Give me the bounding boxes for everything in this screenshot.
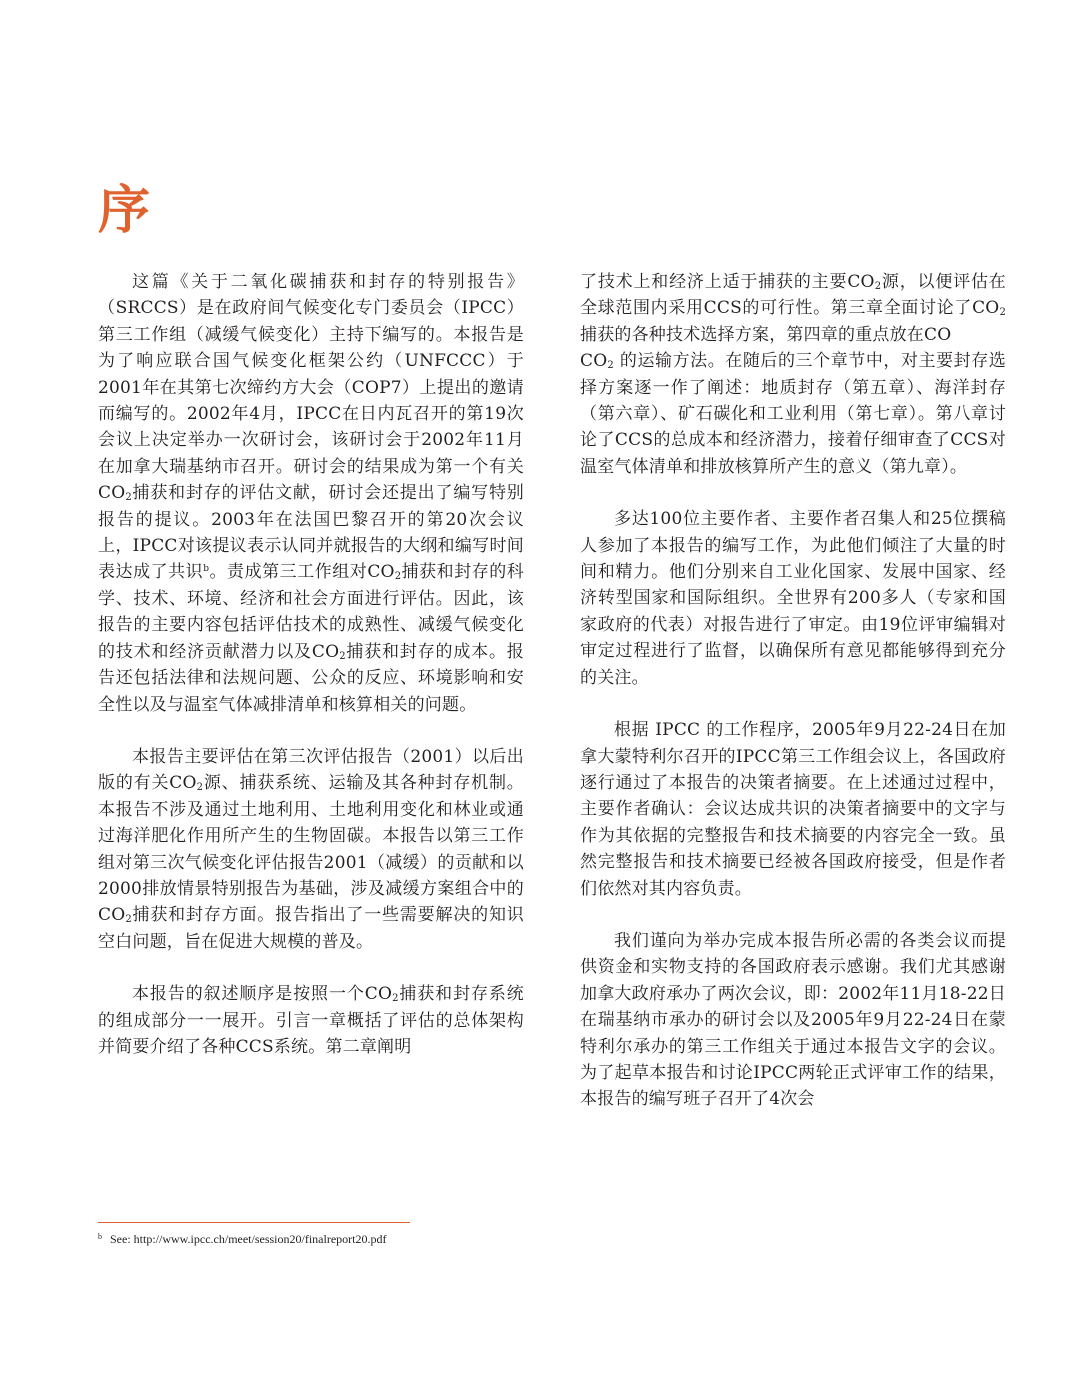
footnote-divider: [98, 1222, 410, 1223]
left-column: [98, 269, 524, 1086]
footnote: [98, 1232, 387, 1247]
paragraph-1: 这篇《关于二氧化碳捕获和封存的特别报告》（SRCCS）是在政府间气候变化专门委员会（IPCC）第三工作组（减缓气候变化）主持下编写的。本报告是为了响应联合国气候变化框架公约（UNFCCC）于2001年在其第七次缔约方大会（COP7）上提出的邀请而编写的。2002年4月，IPCC在日内瓦召开的第19次会议上决定举办一次研讨会，该研讨会于2002年11月在加拿大瑞基纳市召开。研讨会的结果成为第一个有关$CO_2$捕获和封存的评估文献，研讨会还提出了编写特别报告的提议。2003年在法国巴黎召开的第20次会议上，IPCC对该提议表示认同并就报告的大纲和编写时间表达成了共识$^b$。责成第三工作组对$CO_2$捕获和封存的科学、技术、环境、经济和社会方面进行评估。因此，该报告的主要内容包括评估技术的成熟性、减缓气候变化的技术和经济贡献潜力以及$CO_2$捕获和封存的成本。报告还包括法律和法规问题、公众的反应、环境影响和安全性以及与温室气体减排清单和核算相关的问题。: [98, 272, 525, 715]
paragraph-2: 本报告主要评估在第三次评估报告（2001）以后出版的有关$CO_2$源、捕获系统、运输及其各种封存机制。本报告不涉及通过土地利用、土地利用变化和林业或通过海洋肥化作用所产生的生物固碳。本报告以第三工作组对第三次气候变化评估报告2001（减缓）的贡献和以2000排放情景特别报告为基础，涉及减缓方案组合中的$CO_2$捕获和封存方面。报告指出了一些需要解决的知识空白问题，旨在促进大规模的普及。: [98, 746, 524, 952]
paragraph-6: 根据 IPCC 的工作程序，2005年9月22-24日在加拿大蒙特利尔召开的IPCC第三工作组会议上，各国政府逐行通过了本报告的决策者摘要。在上述通过过程中，主要作者确认：会议达成共识的决策者摘要中的文字与作为其依据的完整报告和技术摘要的内容完全一致。虽然完整报告和技术摘要已经被各国政府接受，但是作者们依然对其内容负责。: [580, 720, 1006, 899]
footnote-reference[interactable]: b: [203, 564, 210, 575]
footnote-link[interactable]: See: http://www.ipcc.ch/meet/session20/finalreport20.pdf: [110, 1232, 387, 1246]
right-column: [580, 269, 1006, 1139]
paragraph-5: 多达100位主要作者、主要作者召集人和25位撰稿人参加了本报告的编写工作，为此他们倾注了大量的时间和精力。他们分别来自工业化国家、发展中国家、经济转型国家和国际组织。全世界有200多人（专家和国家政府的代表）对报告进行了审定。由19位评审编辑对审定过程进行了监督，以确保所有意见都能够得到充分的关注。: [580, 509, 1006, 688]
paragraph-3: 本报告的叙述顺序是按照一个$CO_2$捕获和封存系统的组成部分一一展开。引言一章概括了评估的总体架构并简要介绍了各种CCS系统。第二章阐明: [98, 984, 524, 1057]
subscript: 2: [125, 492, 132, 504]
paragraph-4: 了技术上和经济上适于捕获的主要$CO_2$源，以便评估在全球范围内采用CCS的可行性。第三章全面讨论了$CO_2$捕获的各种技术选择方案，第四章的重点放在CO $CO_2$ 的运输方法。在随后的三个章节中，对主要封存选择方案逐一作了阐述：地质封存（第五章）、海洋封存（第六章）、矿石碳化和工业利用（第七章）。第八章讨论了CCS的总成本和经济潜力，接着仔细审查了CCS对温室气体清单和排放核算所产生的意义（第九章）。: [580, 272, 1007, 477]
page-title: 序: [98, 180, 151, 241]
footnote-marker: b: [98, 1232, 102, 1241]
paragraph-7: 我们谨向为举办完成本报告所必需的各类会议而提供资金和实物支持的各国政府表示感谢。我们尤其感谢加拿大政府承办了两次会议，即：2002年11月18-22日在瑞基纳市承办的研讨会以及2005年9月22-24日在蒙特利尔承办的第三工作组关于通过本报告文字的会议。为了起草本报告和讨论IPCC两轮正式评审工作的结果，本报告的编写班子召开了4次会: [580, 930, 1006, 1110]
